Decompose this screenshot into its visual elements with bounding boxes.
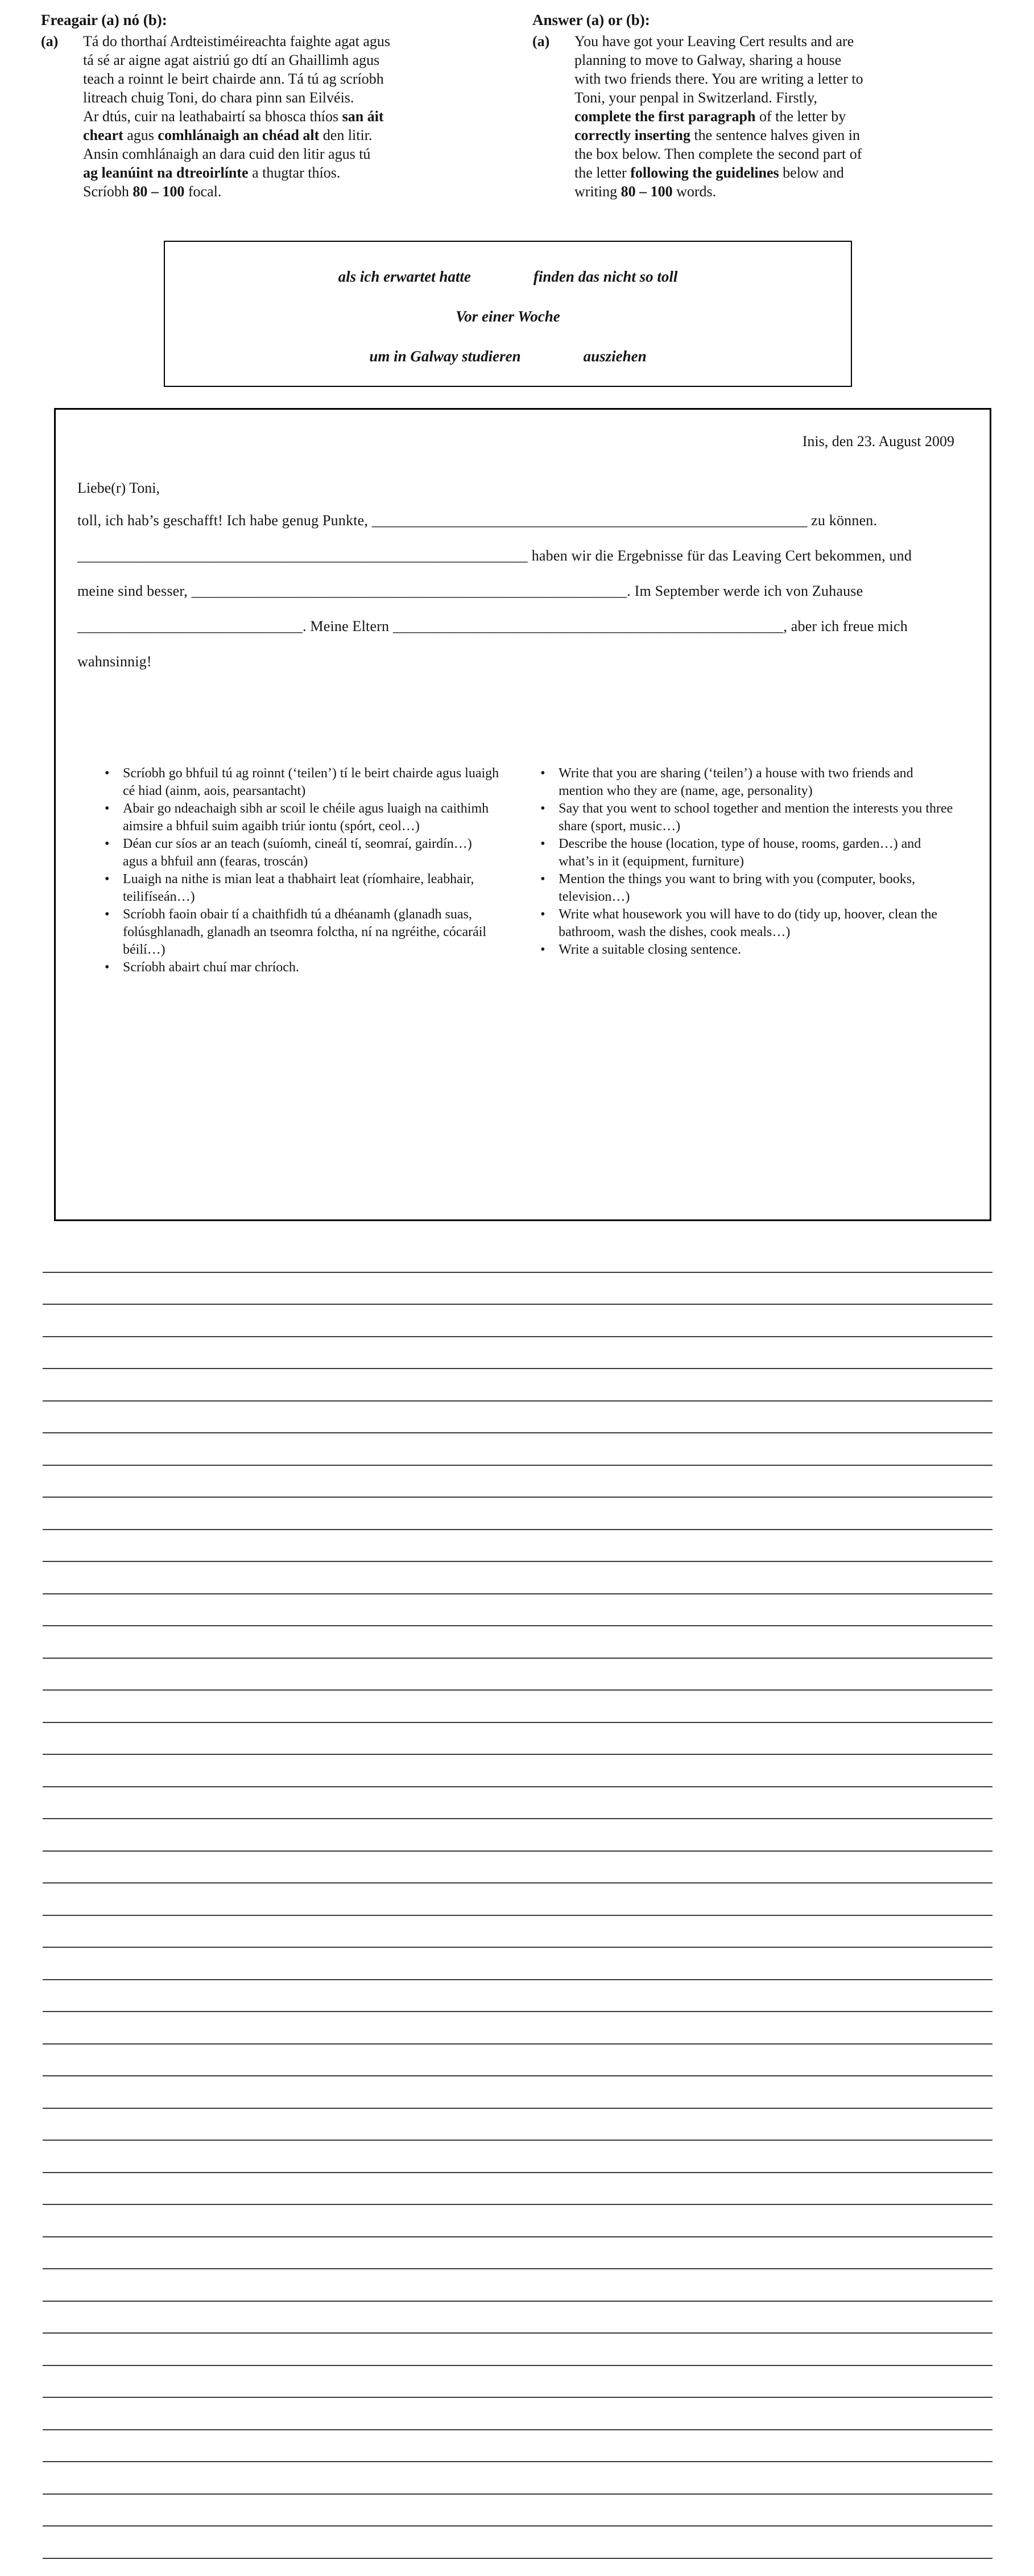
instructions-irish-heading: Freagair (a) nó (b): [41,11,167,28]
text-line: ____________________________________________________________ haben wir die Ergebnisse für das Leaving Cert bekommen, und [77,547,912,564]
bold-text: comhlánaigh an chéad alt [158,127,320,143]
answer-line [43,1369,992,1402]
text-line: correctly inserting the sentence halves given in [574,127,861,143]
guideline-item [104,800,499,835]
bold-text: 80 – 100 [133,183,185,200]
sentence-half: um in Galway studieren [369,347,521,365]
instructions-english-heading: Answer (a) or (b): [532,11,650,28]
answer-line [43,2302,992,2334]
guideline-item [104,906,499,959]
sentence-half: Vor einer Woche [456,307,560,325]
bullet-icon: • [105,801,110,816]
answer-lines [43,1240,992,2559]
text-line: writing 80 – 100 words. [574,183,717,200]
guideline-item [539,800,958,835]
bullet-icon: • [540,801,545,816]
guideline-item [539,765,958,800]
bold-text: complete the first paragraph [574,108,756,125]
bold-text: following the guidelines [630,164,779,181]
guideline-text: Say that you went to school together and mention the interests you three share (sport, music…) [559,801,953,834]
guideline-text: Déan cur síos ar an teach (suíomh, cineál tí, seomraí, gairdín…) agus a bhfuil ann (fearas, troscán) [123,836,472,869]
guideline-text: Write that you are sharing (‘teilen’) a house with two friends and mention who they are (name, age, personality) [559,766,913,798]
answer-line [43,2045,992,2077]
instructions-irish-item [41,32,513,201]
guideline-item [104,871,499,906]
bold-text: cheart [83,127,123,143]
answer-line [43,1883,992,1916]
answer-line [43,1819,992,1852]
text-line: wahnsinnig! [77,653,152,670]
guideline-item [104,835,499,871]
guidelines [77,765,958,976]
text-line: complete the first paragraph of the letter by [574,108,846,125]
answer-line [43,1659,992,1691]
bullet-icon: • [540,872,545,887]
answer-line [43,2495,992,2527]
bullet-icon: • [105,872,110,887]
instructions-english [532,10,1004,201]
answer-line [43,1562,992,1594]
answer-line [43,2141,992,2173]
instructions-irish [41,10,513,201]
letter-salutation: Liebe(r) Toni, [77,480,160,496]
answer-line [43,1273,992,1305]
answer-line [43,1787,992,1820]
bullet-icon: • [105,836,110,851]
item-label: (a) [41,33,59,50]
text-line: meine sind besser, __________________________________________________________. Im September werde ich von Zuhause [77,583,863,599]
guideline-text: Scríobh go bhfuil tú ag roinnt (‘teilen’) tí le beirt chairde agus luaigh cé hiad (ainm, aois, pearsantacht) [123,766,499,798]
answer-line [43,2398,992,2430]
bold-text: correctly inserting [574,127,690,143]
answer-line [43,2526,992,2559]
answer-line [43,2366,992,2398]
answer-line [43,1723,992,1755]
answer-line [43,2173,992,2206]
text-line: planning to move to Galway, sharing a house [574,52,842,68]
answer-line [43,1240,992,1273]
answer-line [43,1402,992,1434]
guideline-text: Write a suitable closing sentence. [559,942,742,957]
text-line: Ar dtús, cuir na leathabairtí sa bhosca thíos san áit [83,108,384,125]
guideline-text: Scríobh faoin obair tí a chaithfidh tú a dhéanamh (glanadh suas, folúsghlanadh, glanadh an tseomra folctha, ní na ngréithe, cócaráil béilí…) [123,907,487,957]
guideline-text: Scríobh abairt chuí mar chríoch. [123,960,299,975]
bullet-icon: • [540,836,545,851]
answer-line [43,2430,992,2463]
text-line: cheart agus comhlánaigh an chéad alt den litir. [83,127,373,143]
answer-line [43,1852,992,1884]
sentence-half: finden das nicht so toll [533,267,678,285]
text-line: with two friends there. You are writing a letter to [574,71,863,87]
text-line: Scríobh 80 – 100 focal. [83,183,222,200]
guideline-item [104,765,499,800]
answer-line [43,1948,992,1980]
answer-line [43,2205,992,2237]
sentence-half: ausziehen [583,347,647,365]
text-line: Ansin comhlánaigh an dara cuid den litir agus tú [83,146,371,162]
bold-text: 80 – 100 [621,183,673,200]
text-line: the box below. Then complete the second part of [574,146,862,162]
guideline-text: Abair go ndeachaigh sibh ar scoil le chéile agus luaigh na caithimh aimsire a bhfuil suim agaibh triúr iontu (spórt, ceol…) [123,801,489,834]
guidelines-irish [104,765,499,976]
answer-line [43,1916,992,1948]
text-line: the letter following the guidelines below and [574,164,844,181]
answer-line [43,1305,992,1337]
answer-line [43,1433,992,1466]
answer-line [43,2269,992,2302]
text-line: ag leanúint na dtreoirlínte a thugtar thíos. [83,164,341,181]
phrase-row [165,257,851,296]
answer-line [43,1626,992,1659]
phrase-row [165,336,851,376]
answer-line [43,2334,992,2366]
answer-line [43,1530,992,1563]
sentence-half: als ich erwartet hatte [338,267,471,285]
bullet-icon: • [540,942,545,957]
guideline-item [104,959,499,976]
guideline-item [539,906,958,941]
bullet-icon: • [105,766,110,781]
answer-line [43,1980,992,2013]
text-line: litreach chuig Toni, do chara pinn san Eilvéis. [83,89,354,106]
answer-line [43,2076,992,2109]
bold-text: ag leanúint na dtreoirlínte [83,164,249,181]
guideline-item [539,835,958,871]
bold-text: san áit [342,108,384,125]
guideline-text: Luaigh na nithe is mian leat a thabhairt leat (ríomhaire, leabhair, teilifíseán…) [123,872,474,904]
guidelines-english [539,765,958,976]
sentence-halves-box [164,241,852,387]
answer-line [43,2462,992,2495]
letter-box [54,408,991,1221]
answer-line [43,2109,992,2141]
bullet-icon: • [540,907,545,922]
answer-line [43,2012,992,2045]
answer-line [43,1337,992,1370]
bullet-icon: • [105,960,110,975]
instructions-english-item [532,32,1004,201]
answer-line [43,1498,992,1530]
guideline-text: Mention the things you want to bring with you (computer, books, television…) [559,872,916,904]
guideline-item [539,941,958,959]
guideline-text: Describe the house (location, type of house, rooms, garden…) and what’s in it (equipment, furniture) [559,836,921,869]
answer-line [43,1594,992,1627]
bullet-icon: • [540,766,545,781]
text-line: tá sé ar aigne agat aistriú go dtí an Ghaillimh agus [83,52,380,68]
instructions-irish-text [83,32,513,201]
answer-line [43,1691,992,1723]
guideline-text: Write what housework you will have to do (tidy up, hoover, clean the bathroom, wash the dishes, cook meals…) [559,907,938,939]
bullet-icon: • [105,907,110,922]
answer-line [43,2237,992,2270]
answer-line [43,1755,992,1787]
letter-date: Inis, den 23. August 2009 [802,433,954,450]
instructions-english-text [574,32,1004,201]
answer-line [43,1466,992,1498]
text-line: Tá do thorthaí Ardteistiméireachta faighte agat agus [83,33,391,50]
text-line: teach a roinnt le beirt chairde ann. Tá tú ag scríobh [83,71,384,87]
text-line: ______________________________. Meine Eltern ____________________________________________________, aber ich freue mich [77,618,908,634]
text-line: Toni, your penpal in Switzerland. Firstly, [574,89,817,106]
text-line: toll, ich hab’s geschafft! Ich habe genug Punkte, __________________________________________________________ zu können. [77,512,878,529]
text-line: You have got your Leaving Cert results and are [574,33,854,50]
phrase-row [165,296,851,336]
letter-body [77,503,958,679]
item-label: (a) [532,33,550,50]
guideline-item [539,871,958,906]
